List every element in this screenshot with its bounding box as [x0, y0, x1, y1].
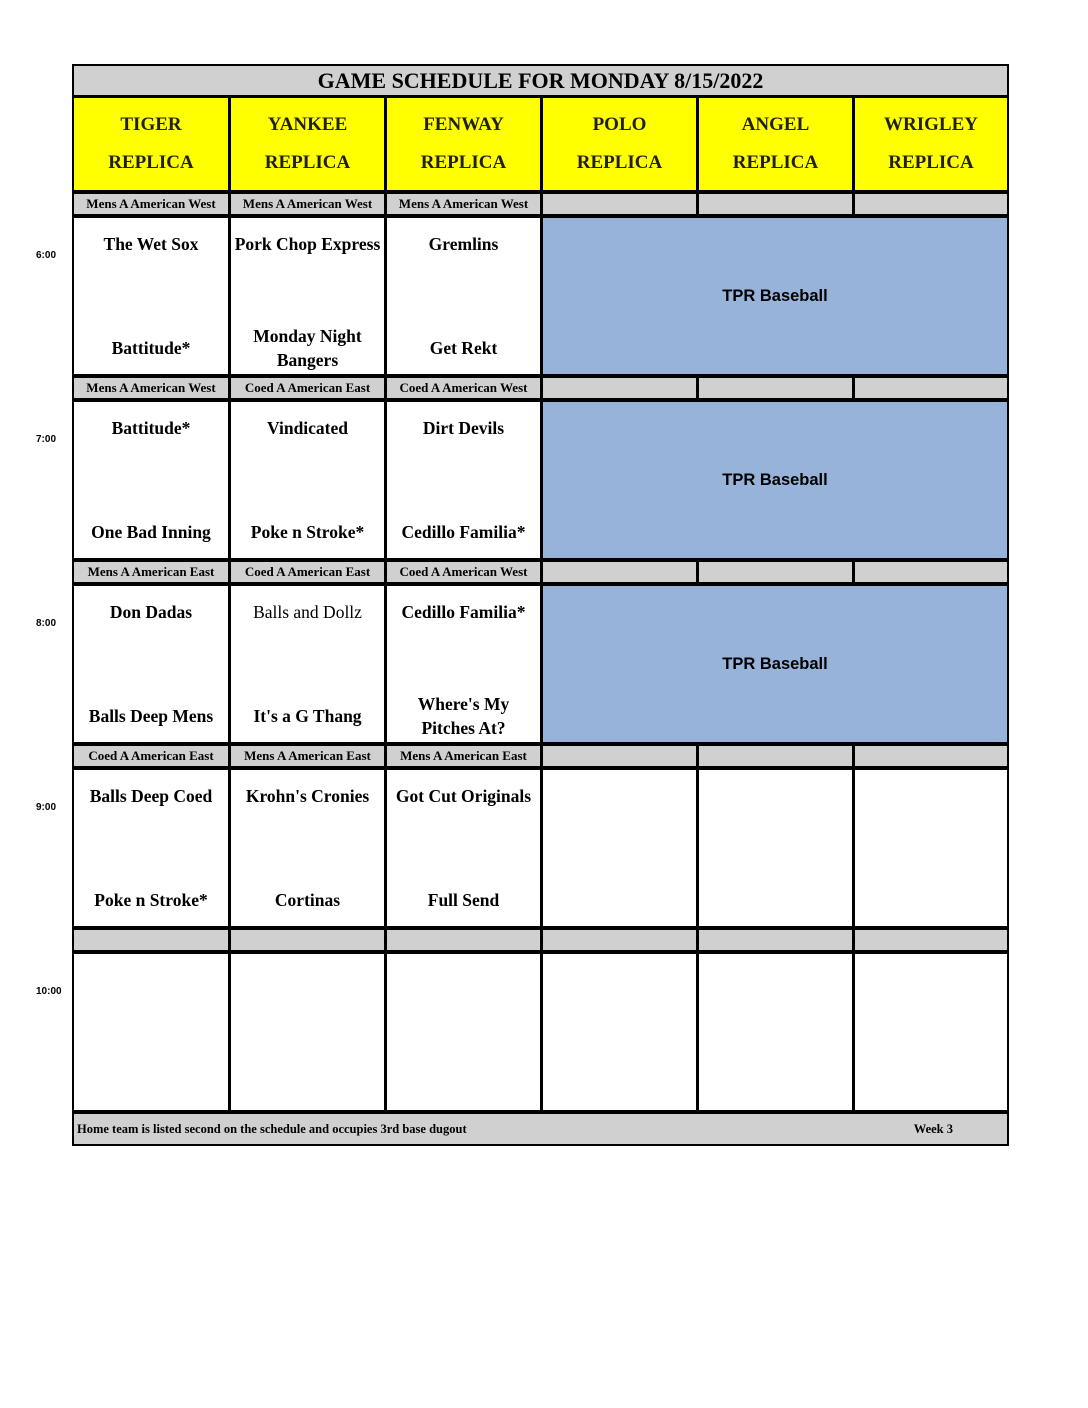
division-label: Coed A American East	[74, 746, 228, 766]
division-label	[543, 930, 696, 950]
home-team: Poke n Stroke*	[94, 890, 208, 910]
home-team: Cedillo Familia*	[401, 522, 526, 542]
away-team: Gremlins	[428, 234, 499, 254]
schedule-grid	[72, 64, 1009, 1146]
game-cell	[387, 402, 540, 558]
field-subtitle: REPLICA	[732, 152, 819, 173]
field-name: YANKEE	[267, 114, 348, 135]
division-label	[855, 930, 1007, 950]
game-cell	[74, 586, 228, 742]
empty-cell	[855, 954, 1007, 1110]
home-team: Balls Deep Mens	[88, 706, 214, 726]
division-label	[855, 562, 1007, 582]
division-label	[855, 378, 1007, 398]
division-label: Mens A American West	[74, 194, 228, 214]
away-team: Balls and Dollz	[253, 602, 362, 622]
home-team: Battitude*	[111, 338, 191, 358]
field-subtitle: REPLICA	[420, 152, 507, 173]
field-subtitle: REPLICA	[264, 152, 351, 173]
empty-cell	[74, 954, 228, 1110]
game-cell	[74, 770, 228, 926]
away-team: Battitude*	[111, 418, 191, 438]
field-name: POLO	[592, 114, 647, 135]
field-header-polo	[543, 98, 696, 190]
empty-cell	[699, 954, 852, 1110]
empty-cell	[231, 954, 384, 1110]
game-cell	[231, 218, 384, 374]
game-cell	[231, 586, 384, 742]
away-team: Got Cut Originals	[395, 786, 532, 806]
home-team: One Bad Inning	[91, 522, 211, 542]
away-team: Pork Chop Express	[234, 234, 381, 254]
empty-cell	[543, 954, 696, 1110]
time-label: 8:00	[36, 618, 57, 629]
away-team: Vindicated	[266, 418, 349, 438]
game-cell	[387, 586, 540, 742]
division-label: Mens A American West	[74, 378, 228, 398]
division-label: Mens A American East	[74, 562, 228, 582]
game-cell	[231, 770, 384, 926]
away-team: Krohn's Cronies	[245, 786, 370, 806]
division-label	[699, 930, 852, 950]
footer-note: Home team is listed second on the schedule and occupies 3rd base dugout	[77, 1121, 467, 1136]
game-cell	[74, 402, 228, 558]
week-label: Week 3	[913, 1121, 953, 1136]
away-team: Balls Deep Coed	[89, 786, 213, 806]
division-label: Coed A American East	[231, 562, 384, 582]
division-label: Mens A American East	[231, 746, 384, 766]
division-label	[699, 194, 852, 214]
division-label	[231, 930, 384, 950]
division-label: Coed A American East	[231, 378, 384, 398]
field-name: ANGEL	[741, 114, 810, 135]
away-team: The Wet Sox	[103, 234, 199, 254]
division-label	[74, 930, 228, 950]
time-label: 10:00	[36, 986, 62, 997]
field-header-wrigley	[855, 98, 1007, 190]
field-header-angel	[699, 98, 852, 190]
division-label	[855, 746, 1007, 766]
home-team: Monday Night Bangers	[253, 326, 362, 370]
division-label	[699, 378, 852, 398]
time-label: 7:00	[36, 434, 57, 445]
division-label	[543, 746, 696, 766]
division-label	[699, 562, 852, 582]
division-label: Mens A American West	[387, 194, 540, 214]
away-team: Dirt Devils	[422, 418, 505, 438]
division-label: Mens A American East	[387, 746, 540, 766]
away-team: Cedillo Familia*	[401, 602, 526, 622]
field-name: FENWAY	[423, 114, 504, 135]
empty-cell	[387, 954, 540, 1110]
time-label: 6:00	[36, 250, 57, 261]
game-cell	[74, 218, 228, 374]
division-label	[543, 378, 696, 398]
game-cell	[231, 402, 384, 558]
page-title: GAME SCHEDULE FOR MONDAY 8/15/2022	[74, 66, 1007, 95]
division-label: Mens A American West	[231, 194, 384, 214]
field-header-tiger	[74, 98, 228, 190]
home-team: Get Rekt	[429, 338, 498, 358]
home-team: Where's My Pitches At?	[417, 694, 510, 738]
tpr-baseball-block: TPR Baseball	[543, 218, 1007, 374]
time-label: 9:00	[36, 802, 57, 813]
field-name: WRIGLEY	[884, 114, 978, 135]
tpr-baseball-block: TPR Baseball	[543, 586, 1007, 742]
field-header-yankee	[231, 98, 384, 190]
tpr-baseball-block: TPR Baseball	[543, 402, 1007, 558]
division-label	[543, 562, 696, 582]
home-team: Full Send	[427, 890, 500, 910]
division-label	[855, 194, 1007, 214]
away-team: Don Dadas	[109, 602, 193, 622]
home-team: It's a G Thang	[253, 706, 362, 726]
home-team: Cortinas	[274, 890, 341, 910]
field-subtitle: REPLICA	[576, 152, 663, 173]
field-subtitle: REPLICA	[108, 152, 194, 173]
division-label	[543, 194, 696, 214]
empty-cell	[855, 770, 1007, 926]
game-cell	[387, 770, 540, 926]
field-name: TIGER	[120, 114, 182, 135]
empty-cell	[699, 770, 852, 926]
game-cell	[387, 218, 540, 374]
field-header-fenway	[387, 98, 540, 190]
division-label	[699, 746, 852, 766]
division-label	[387, 930, 540, 950]
empty-cell	[543, 770, 696, 926]
field-subtitle: REPLICA	[888, 152, 974, 173]
division-label: Coed A American West	[387, 378, 540, 398]
division-label: Coed A American West	[387, 562, 540, 582]
home-team: Poke n Stroke*	[250, 522, 365, 542]
footer-bar	[74, 1114, 1007, 1144]
